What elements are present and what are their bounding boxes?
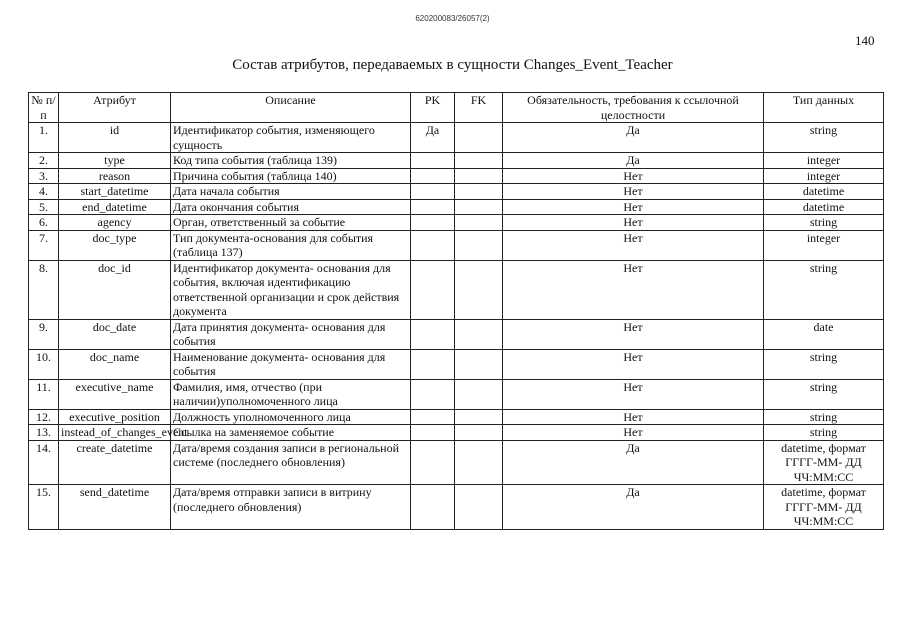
table-row xyxy=(29,425,884,441)
requirement: Нет xyxy=(503,230,764,260)
fk-flag xyxy=(455,123,503,153)
requirement: Нет xyxy=(503,199,764,215)
data-type: integer xyxy=(764,153,884,169)
fk-flag xyxy=(455,485,503,530)
data-type: date xyxy=(764,319,884,349)
attribute-name: doc_id xyxy=(59,260,171,319)
fk-flag xyxy=(455,319,503,349)
attribute-description: Причина события (таблица 140) xyxy=(171,168,411,184)
data-type: datetime xyxy=(764,184,884,200)
table-row xyxy=(29,199,884,215)
attribute-description: Идентификатор события, изменяющего сущность xyxy=(171,123,411,153)
attribute-name: agency xyxy=(59,215,171,231)
data-type: datetime, формат ГГГГ-ММ- ДД ЧЧ:ММ:СС xyxy=(764,485,884,530)
table-row xyxy=(29,215,884,231)
attribute-name: type xyxy=(59,153,171,169)
page-title: Состав атрибутов, передаваемых в сущности Changes_Event_Teacher xyxy=(232,57,673,73)
attribute-description: Дата принятия документа- основания для события xyxy=(171,319,411,349)
requirement: Нет xyxy=(503,409,764,425)
table-row xyxy=(29,260,884,319)
attribute-description: Наименование документа- основания для события xyxy=(171,349,411,379)
pk-flag xyxy=(411,379,455,409)
row-number: 11. xyxy=(29,379,59,409)
attribute-description: Ссылка на заменяемое событие xyxy=(171,425,411,441)
table-row xyxy=(29,184,884,200)
pk-flag xyxy=(411,425,455,441)
pk-flag xyxy=(411,184,455,200)
row-number: 9. xyxy=(29,319,59,349)
fk-flag xyxy=(455,425,503,441)
attribute-description: Должность уполномоченного лица xyxy=(171,409,411,425)
row-number: 13. xyxy=(29,425,59,441)
data-type: string xyxy=(764,409,884,425)
column-header-data-type: Тип данных xyxy=(764,93,884,123)
row-number: 8. xyxy=(29,260,59,319)
pk-flag xyxy=(411,319,455,349)
pk-flag xyxy=(411,440,455,485)
column-header-num: № п/п xyxy=(29,93,59,123)
fk-flag xyxy=(455,409,503,425)
attributes-table xyxy=(28,92,884,530)
table-row xyxy=(29,230,884,260)
attribute-name: doc_type xyxy=(59,230,171,260)
requirement: Нет xyxy=(503,184,764,200)
attribute-name: id xyxy=(59,123,171,153)
table-row xyxy=(29,379,884,409)
pk-flag xyxy=(411,485,455,530)
fk-flag xyxy=(455,440,503,485)
attribute-name: executive_name xyxy=(59,379,171,409)
row-number: 10. xyxy=(29,349,59,379)
attribute-description: Тип документа-основания для события (таблица 137) xyxy=(171,230,411,260)
table-row xyxy=(29,168,884,184)
attribute-name: executive_position xyxy=(59,409,171,425)
fk-flag xyxy=(455,153,503,169)
data-type: datetime, формат ГГГГ-ММ- ДД ЧЧ:ММ:СС xyxy=(764,440,884,485)
column-header-description: Описание xyxy=(171,93,411,123)
pk-flag xyxy=(411,168,455,184)
table-body xyxy=(29,123,884,530)
attribute-description: Дата окончания события xyxy=(171,199,411,215)
column-header-attribute: Атрибут xyxy=(59,93,171,123)
table-row xyxy=(29,349,884,379)
data-type: integer xyxy=(764,168,884,184)
pk-flag xyxy=(411,153,455,169)
column-header-pk: PK xyxy=(411,93,455,123)
data-type: string xyxy=(764,260,884,319)
attribute-name: create_datetime xyxy=(59,440,171,485)
row-number: 6. xyxy=(29,215,59,231)
attribute-description: Идентификатор документа- основания для события, включая идентификацию ответственной организации и срок действия документа xyxy=(171,260,411,319)
fk-flag xyxy=(455,184,503,200)
requirement: Нет xyxy=(503,319,764,349)
data-type: string xyxy=(764,215,884,231)
row-number: 4. xyxy=(29,184,59,200)
pk-flag xyxy=(411,409,455,425)
requirement: Да xyxy=(503,123,764,153)
requirement: Да xyxy=(503,485,764,530)
attribute-description: Код типа события (таблица 139) xyxy=(171,153,411,169)
requirement: Нет xyxy=(503,425,764,441)
column-header-fk: FK xyxy=(455,93,503,123)
attribute-name: end_datetime xyxy=(59,199,171,215)
table-header-row xyxy=(29,93,884,123)
data-type: string xyxy=(764,425,884,441)
table-row xyxy=(29,123,884,153)
requirement: Нет xyxy=(503,349,764,379)
data-type: integer xyxy=(764,230,884,260)
attribute-name: doc_date xyxy=(59,319,171,349)
fk-flag xyxy=(455,260,503,319)
row-number: 1. xyxy=(29,123,59,153)
pk-flag xyxy=(411,349,455,379)
row-number: 2. xyxy=(29,153,59,169)
row-number: 14. xyxy=(29,440,59,485)
requirement: Нет xyxy=(503,379,764,409)
row-number: 3. xyxy=(29,168,59,184)
pk-flag xyxy=(411,199,455,215)
attribute-name: instead_of_changes_event xyxy=(59,425,171,441)
attribute-name: send_datetime xyxy=(59,485,171,530)
data-type: string xyxy=(764,349,884,379)
table-row xyxy=(29,409,884,425)
pk-flag xyxy=(411,230,455,260)
attribute-description: Дата/время отправки записи в витрину (последнего обновления) xyxy=(171,485,411,530)
table-row xyxy=(29,153,884,169)
pk-flag xyxy=(411,215,455,231)
fk-flag xyxy=(455,215,503,231)
requirement: Нет xyxy=(503,260,764,319)
document-id: 620200083/26057(2) xyxy=(415,14,490,23)
attribute-name: reason xyxy=(59,168,171,184)
requirement: Да xyxy=(503,440,764,485)
row-number: 5. xyxy=(29,199,59,215)
table-row xyxy=(29,319,884,349)
table-row xyxy=(29,485,884,530)
fk-flag xyxy=(455,168,503,184)
attribute-name: doc_name xyxy=(59,349,171,379)
page-number: 140 xyxy=(855,33,875,48)
fk-flag xyxy=(455,199,503,215)
attribute-description: Фамилия, имя, отчество (при наличии)уполномоченного лица xyxy=(171,379,411,409)
attribute-description: Дата начала события xyxy=(171,184,411,200)
pk-flag xyxy=(411,260,455,319)
attribute-name: start_datetime xyxy=(59,184,171,200)
fk-flag xyxy=(455,379,503,409)
attribute-description: Орган, ответственный за событие xyxy=(171,215,411,231)
fk-flag xyxy=(455,349,503,379)
data-type: string xyxy=(764,379,884,409)
requirement: Нет xyxy=(503,168,764,184)
table-row xyxy=(29,440,884,485)
row-number: 12. xyxy=(29,409,59,425)
attribute-description: Дата/время создания записи в региональной системе (последнего обновления) xyxy=(171,440,411,485)
row-number: 7. xyxy=(29,230,59,260)
column-header-requirement: Обязательность, требования к ссылочной целостности xyxy=(503,93,764,123)
data-type: string xyxy=(764,123,884,153)
pk-flag: Да xyxy=(411,123,455,153)
fk-flag xyxy=(455,230,503,260)
row-number: 15. xyxy=(29,485,59,530)
data-type: datetime xyxy=(764,199,884,215)
requirement: Нет xyxy=(503,215,764,231)
requirement: Да xyxy=(503,153,764,169)
